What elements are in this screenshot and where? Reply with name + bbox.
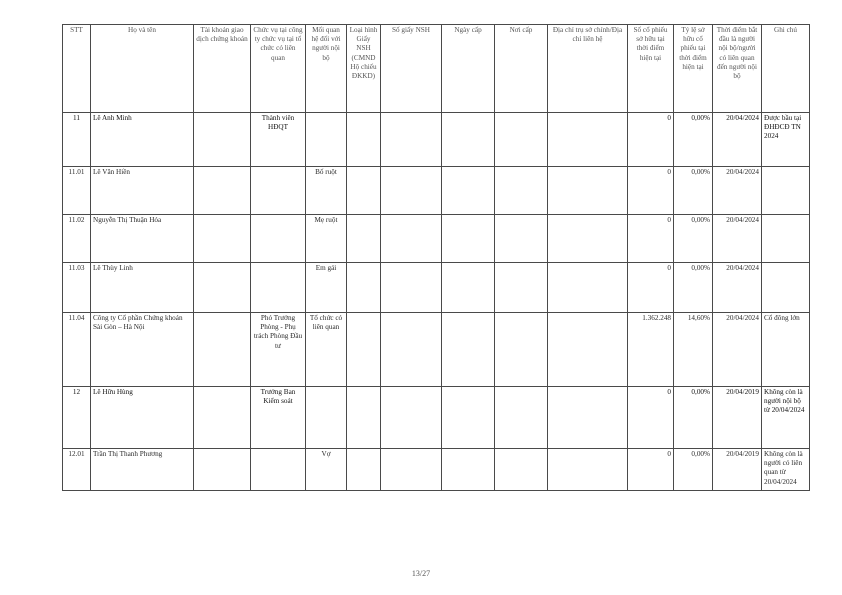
row-address	[548, 313, 628, 387]
row-date: 20/04/2024	[713, 167, 762, 215]
row-shares: 0	[628, 215, 674, 263]
row-stt: 12	[63, 387, 91, 449]
header-id-number: Số giấy NSH	[381, 25, 442, 113]
row-id-type	[347, 449, 381, 491]
row-relation	[306, 387, 347, 449]
header-row	[63, 25, 810, 113]
row-id-type	[347, 263, 381, 313]
header-start-date: Thời điểm bắt đầu là người nội bộ/người có liên quan đến người nội bộ	[713, 25, 762, 113]
row-position: Phó Trưởng Phòng - Phụ trách Phòng Đầu tư	[251, 313, 306, 387]
row-name: Lê Hữu Hùng	[91, 387, 194, 449]
row-date: 20/04/2024	[713, 215, 762, 263]
page-number: 13/27	[411, 569, 431, 578]
row-id-number	[381, 387, 442, 449]
row-note: Không còn là người có liên quan từ 20/04/2024	[762, 449, 810, 491]
row-issue-date	[442, 263, 495, 313]
row-shares: 1.362.248	[628, 313, 674, 387]
row-position	[251, 449, 306, 491]
header-relation: Mối quan hệ đối với người nội bộ	[306, 25, 347, 113]
row-stt: 11.02	[63, 215, 91, 263]
row-date: 20/04/2019	[713, 449, 762, 491]
insider-table	[62, 24, 810, 491]
header-position: Chức vụ tại công ty chức vụ tại tổ chức có liên quan	[251, 25, 306, 113]
row-note: Cổ đông lớn	[762, 313, 810, 387]
row-name: Lê Anh Minh	[91, 113, 194, 167]
row-issue-place	[495, 313, 548, 387]
table-row	[63, 449, 810, 491]
row-name: Lê Thùy Linh	[91, 263, 194, 313]
row-shares: 0	[628, 449, 674, 491]
table-row	[63, 313, 810, 387]
row-issue-place	[495, 215, 548, 263]
row-position: Trưởng Ban Kiểm soát	[251, 387, 306, 449]
header-ratio: Tỷ lệ sở hữu cổ phiếu tại thời điểm hiện tại	[674, 25, 713, 113]
row-position	[251, 263, 306, 313]
row-ratio: 0,00%	[674, 167, 713, 215]
row-note: Không còn là người nội bộ từ 20/04/2024	[762, 387, 810, 449]
header-id-type: Loại hình Giấy NSH (CMND Hộ chiếu ĐKKD)	[347, 25, 381, 113]
row-relation: Tổ chức có liên quan	[306, 313, 347, 387]
header-name: Họ và tên	[91, 25, 194, 113]
row-account	[194, 167, 251, 215]
row-address	[548, 449, 628, 491]
row-stt: 11.03	[63, 263, 91, 313]
row-stt: 11	[63, 113, 91, 167]
row-relation: Bố ruột	[306, 167, 347, 215]
row-date: 20/04/2024	[713, 313, 762, 387]
header-address: Địa chỉ trụ sở chính/Địa chỉ liên hệ	[548, 25, 628, 113]
row-date: 20/04/2019	[713, 387, 762, 449]
row-account	[194, 313, 251, 387]
row-id-type	[347, 387, 381, 449]
table-row	[63, 387, 810, 449]
row-id-number	[381, 263, 442, 313]
row-id-number	[381, 313, 442, 387]
header-issue-place: Nơi cấp	[495, 25, 548, 113]
row-stt: 12.01	[63, 449, 91, 491]
table-row	[63, 215, 810, 263]
table-row	[63, 167, 810, 215]
row-address	[548, 263, 628, 313]
row-stt: 11.04	[63, 313, 91, 387]
row-account	[194, 215, 251, 263]
row-shares: 0	[628, 113, 674, 167]
row-shares: 0	[628, 387, 674, 449]
row-issue-date	[442, 215, 495, 263]
row-account	[194, 387, 251, 449]
table-row	[63, 263, 810, 313]
row-ratio: 0,00%	[674, 449, 713, 491]
row-issue-place	[495, 263, 548, 313]
row-stt: 11.01	[63, 167, 91, 215]
row-ratio: 0,00%	[674, 215, 713, 263]
row-ratio: 0,00%	[674, 113, 713, 167]
row-position	[251, 167, 306, 215]
row-note	[762, 167, 810, 215]
row-date: 20/04/2024	[713, 113, 762, 167]
row-address	[548, 215, 628, 263]
row-id-type	[347, 113, 381, 167]
row-id-number	[381, 167, 442, 215]
row-issue-date	[442, 387, 495, 449]
row-ratio: 0,00%	[674, 387, 713, 449]
row-relation: Em gái	[306, 263, 347, 313]
row-shares: 0	[628, 167, 674, 215]
header-note: Ghi chú	[762, 25, 810, 113]
table-row	[63, 113, 810, 167]
row-position	[251, 215, 306, 263]
header-account: Tài khoản giao dịch chứng khoán	[194, 25, 251, 113]
row-name: Trần Thị Thanh Phương	[91, 449, 194, 491]
row-ratio: 14,60%	[674, 313, 713, 387]
row-name: Nguyễn Thị Thuận Hóa	[91, 215, 194, 263]
row-issue-place	[495, 167, 548, 215]
row-issue-place	[495, 387, 548, 449]
row-issue-place	[495, 449, 548, 491]
row-shares: 0	[628, 263, 674, 313]
row-name: Lê Văn Hiền	[91, 167, 194, 215]
row-issue-date	[442, 313, 495, 387]
row-address	[548, 167, 628, 215]
header-shares: Số cổ phiếu sở hữu tại thời điểm hiện tại	[628, 25, 674, 113]
row-date: 20/04/2024	[713, 263, 762, 313]
row-address	[548, 113, 628, 167]
header-issue-date: Ngày cấp	[442, 25, 495, 113]
row-note	[762, 263, 810, 313]
row-id-type	[347, 215, 381, 263]
row-account	[194, 113, 251, 167]
row-account	[194, 263, 251, 313]
row-note: Được bầu tại ĐHĐCĐ TN 2024	[762, 113, 810, 167]
row-id-number	[381, 215, 442, 263]
row-position: Thành viên HĐQT	[251, 113, 306, 167]
row-relation: Mẹ ruột	[306, 215, 347, 263]
row-issue-date	[442, 167, 495, 215]
row-id-number	[381, 449, 442, 491]
row-id-number	[381, 113, 442, 167]
row-issue-date	[442, 113, 495, 167]
row-address	[548, 387, 628, 449]
row-relation	[306, 113, 347, 167]
row-issue-date	[442, 449, 495, 491]
row-account	[194, 449, 251, 491]
row-id-type	[347, 167, 381, 215]
row-ratio: 0,00%	[674, 263, 713, 313]
row-name: Công ty Cổ phần Chứng khoán Sài Gòn – Hà Nội	[91, 313, 194, 387]
row-relation: Vợ	[306, 449, 347, 491]
header-stt: STT	[63, 25, 91, 113]
row-note	[762, 215, 810, 263]
row-id-type	[347, 313, 381, 387]
row-issue-place	[495, 113, 548, 167]
